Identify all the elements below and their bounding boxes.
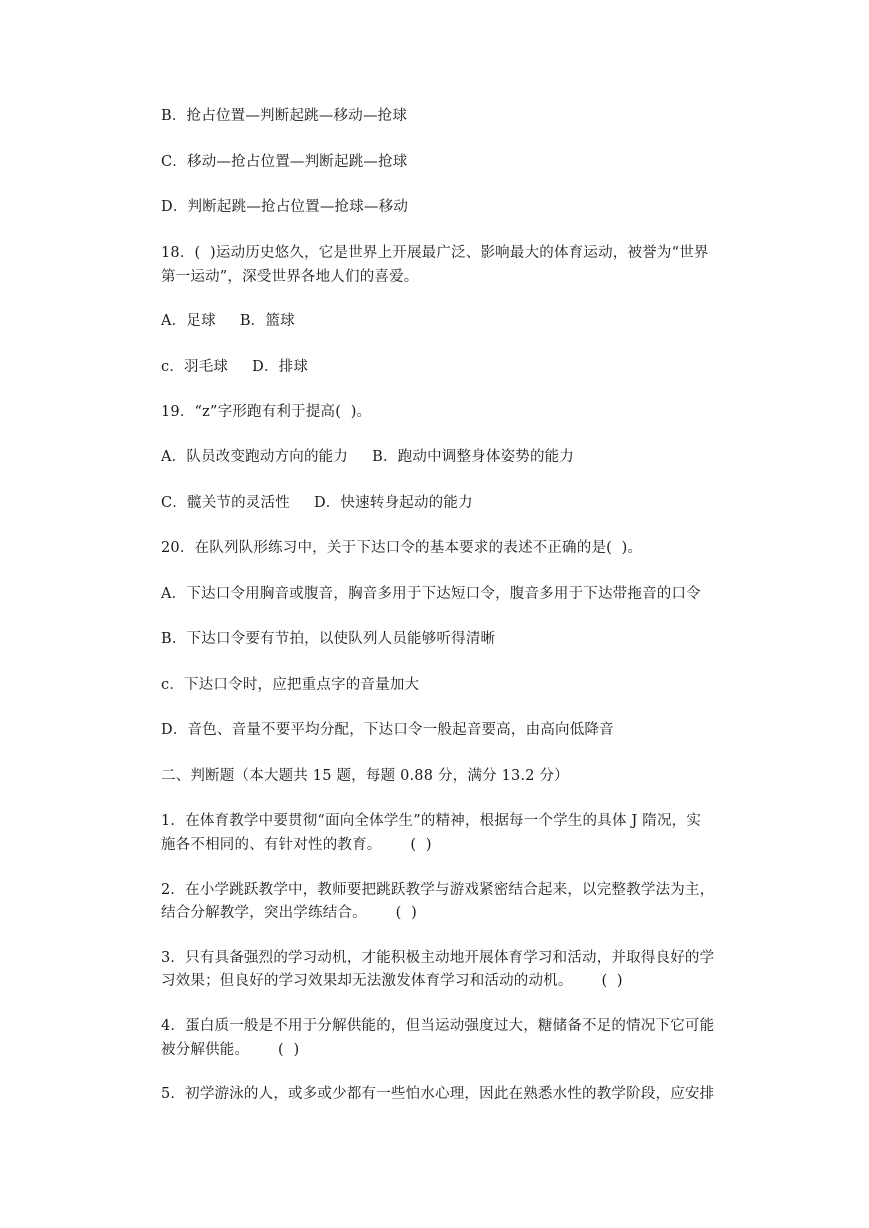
judgment-4-line-1: 4．蛋白质一般是不用于分解供能的，但当运动强度过大，糖储备不足的情况下它可能 bbox=[161, 1018, 715, 1034]
options-18-ab: A．足球 B．篮球 bbox=[161, 313, 295, 329]
option-20b: B．下达口令要有节拍，以使队列人员能够听得清晰 bbox=[161, 631, 496, 647]
option-20c: c．下达口令时，应把重点字的音量加大 bbox=[161, 677, 420, 693]
option-17b: B．抢占位置—判断起跳—移动—抢球 bbox=[161, 108, 408, 124]
judgment-3-line-2: 习效果；但良好的学习效果却无法激发体育学习和活动的动机。 ( ) bbox=[161, 973, 623, 989]
judgment-1-line-1: 1．在体育教学中要贯彻“面向全体学生”的精神，根据每一个学生的具体 J 隋况，实 bbox=[161, 813, 702, 829]
question-19: 19．“z”字形跑有利于提高( )。 bbox=[161, 404, 372, 420]
question-20: 20．在队列队形练习中，关于下达口令的基本要求的表述不正确的是( )。 bbox=[161, 540, 643, 556]
judgment-4-line-2: 被分解供能。 ( ) bbox=[161, 1042, 300, 1058]
option-17c: C．移动—抢占位置—判断起跳—抢球 bbox=[161, 154, 408, 170]
option-20a: A．下达口令用胸音或腹音，胸音多用于下达短口令，腹音多用于下达带拖音的口令 bbox=[161, 586, 701, 602]
judgment-2-line-2: 结合分解教学，突出学练结合。 ( ) bbox=[161, 905, 417, 921]
options-19-cd: C．髋关节的灵活性 D．快速转身起动的能力 bbox=[161, 495, 473, 511]
question-18-line-1: 18．( )运动历史悠久，它是世界上开展最广泛、影响最大的体育运动，被誉为“世界 bbox=[161, 245, 709, 261]
section-heading-judgment: 二、判断题（本大题共 15 题，每题 0.88 分，满分 13.2 分） bbox=[161, 768, 569, 784]
option-20d: D．音色、音量不要平均分配，下达口令一般起音要高，由高向低降音 bbox=[161, 722, 614, 738]
option-17d: D．判断起跳—抢占位置—抢球—移动 bbox=[161, 199, 409, 215]
judgment-5-line-1: 5．初学游泳的人，或多或少都有一些怕水心理，因此在熟悉水性的教学阶段，应安排 bbox=[161, 1086, 715, 1102]
options-19-ab: A．队员改变跑动方向的能力 B．跑动中调整身体姿势的能力 bbox=[161, 449, 575, 465]
question-18-line-2: 第一运动”，深受世界各地人们的喜爱。 bbox=[161, 269, 419, 285]
judgment-1-line-2: 施各不相同的、有针对性的教育。 ( ) bbox=[161, 837, 432, 853]
judgment-2-line-1: 2．在小学跳跃教学中，教师要把跳跃教学与游戏紧密结合起来，以完整教学法为主， bbox=[161, 882, 715, 898]
options-18-cd: c．羽毛球 D．排球 bbox=[161, 359, 309, 375]
judgment-3-line-1: 3．只有具备强烈的学习动机，才能积极主动地开展体育学习和活动，并取得良好的学 bbox=[161, 950, 715, 966]
